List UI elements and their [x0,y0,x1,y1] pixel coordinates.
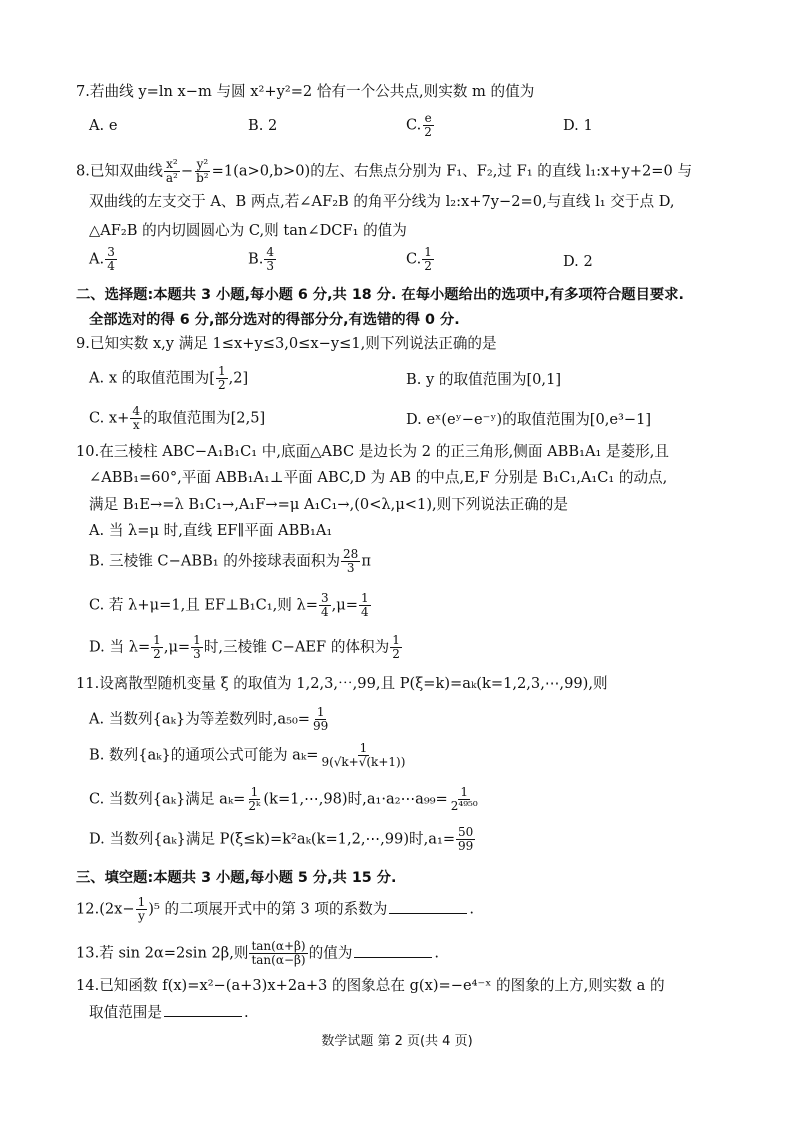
q14-line1: 14.已知函数 f(x)=x²−(a+3)x+2a+3 的图象总在 g(x)=−e⁴⁻ˣ 的图象的上方,则实数 a 的 [76,977,665,994]
q8-option-d: D. 2 [563,253,593,270]
q10-line1: 10.在三棱柱 ABC−A₁B₁C₁ 中,底面△ABC 是边长为 2 的正三角形,侧面 ABB₁A₁ 是菱形,且 [76,443,670,460]
q14-line2: 取值范围是 . [89,1004,249,1021]
q11-option-b: B. 数列{aₖ}的通项公式可能为 aₖ= $\frac{1}{9(√k+√(k+1))}$ [89,741,406,769]
q10-line2: ∠ABB₁=60°,平面 ABB₁A₁⊥平面 ABC,D 为 AB 的中点,E,F 分别是 B₁C₁,A₁C₁ 的动点, [89,469,668,486]
q9-option-d: D. eˣ(eʸ−e⁻ʸ)的取值范围为[0,e³−1] [406,411,652,428]
q10-option-a: A. 当 λ=μ 时,直线 EF∥平面 ABB₁A₁ [89,522,333,539]
q8-line3: △AF₂B 的内切圆圆心为 C,则 tan∠DCF₁ 的值为 [89,222,407,239]
q7-option-c: C. $\frac{e}{2}$ [406,111,432,139]
q7-option-b: B. 2 [248,117,278,134]
fraction: $\frac{e}{2}$ [424,111,432,139]
answer-blank [354,943,432,958]
q7-option-d: D. 1 [563,117,593,134]
q8-option-a: A. $\frac{3}{4}$ [89,245,115,273]
q11-option-c: C. 当数列{aₖ}满足 aₖ= $\frac{1}{\text{2ᵏ}}$ (k=1,⋯,98)时,a₁·a₂⋯a₉₉= $\frac{1}{\text{2⁴⁹⁵⁰}}$ [89,785,478,813]
q10-option-b: B. 三棱锥 C−ABB₁ 的外接球表面积为 $\frac{28}{3}$ π [89,547,371,575]
q10-option-c: C. 若 λ+μ=1,且 EF⊥B₁C₁,则 λ= $\frac{3}{4}$ ,μ= $\frac{1}{4}$ [89,591,369,619]
q11-stem: 11.设离散型随机变量 ξ 的取值为 1,2,3,⋯,99,且 P(ξ=k)=aₖ(k=1,2,3,⋯,99),则 [76,675,608,692]
answer-blank [164,1002,242,1017]
section2-heading: 二、选择题:本题共 3 小题,每小题 6 分,共 18 分. 在每小题给出的选项中,有多项符合题目要求. [76,287,684,303]
q9-option-b: B. y 的取值范围为[0,1] [406,371,562,388]
section3-heading: 三、填空题:本题共 3 小题,每小题 5 分,共 15 分. [76,870,397,886]
q8-line2: 双曲线的左支交于 A、B 两点,若∠AF₂B 的角平分线为 l₂:x+7y−2=0,与直线 l₁ 交于点 D, [89,193,675,210]
section2-instructions: 全部选对的得 6 分,部分选对的得部分分,有选错的得 0 分. [89,312,460,328]
q9-option-c: C. x+ $\frac{4}{x}$ 的取值范围为[2,5] [89,404,266,432]
q8-option-b: B. $\frac{4}{3}$ [248,245,275,273]
q11-option-a: A. 当数列{aₖ}为等差数列时,a₅₀= $\frac{1}{99}$ [89,705,329,733]
q9-stem: 9.已知实数 x,y 满足 1≤x+y≤3,0≤x−y≤1,则下列说法正确的是 [76,335,497,352]
q12: 12.(2x− $\frac{1}{y}$ )⁵ 的二项展开式中的第 3 项的系数为 . [76,895,474,923]
fraction: $\frac{\text{x²}}{\text{a²}}$ [165,157,178,185]
q7-option-a: A. e [89,117,118,134]
answer-blank [389,899,467,914]
q10-option-d: D. 当 λ= $\frac{1}{2}$ ,μ= $\frac{1}{3}$ 时,三棱锥 C−AEF 的体积为 $\frac{1}{2}$ [89,633,400,661]
page-footer: 数学试题 第 2 页(共 4 页) [321,1034,473,1049]
q8-line1: 8.已知双曲线 $\frac{\text{x²}}{\text{a²}}$ − $\frac{\text{y²}}{\text{b²}}$ =1(a>0,b>0)的左、右焦点分别为 F₁、F₂,过 F₁ 的直线 l₁:x+y+2=0 与 [76,157,693,185]
q13: 13.若 sin 2α=2sin 2β,则 $\frac{\tan(\alpha+\beta)}{\tan(\alpha-\beta)}$ 的值为 . [76,939,440,967]
q7-stem: 7.若曲线 y=ln x−m 与圆 x²+y²=2 恰有一个公共点,则实数 m 的值为 [76,83,535,100]
q11-option-d: D. 当数列{aₖ}满足 P(ξ≤k)=k²aₖ(k=1,2,⋯,99)时,a₁= $\frac{50}{99}$ [89,825,474,853]
q10-line3: 满足 B₁E→=λ B₁C₁→,A₁F→=μ A₁C₁→,(0<λ,μ<1),则下列说法正确的是 [89,496,568,513]
fraction: $\frac{\text{y²}}{\text{b²}}$ [196,157,209,185]
q9-option-a: A. x 的取值范围为[ $\frac{1}{2}$ ,2] [89,364,249,392]
q8-option-c: C. $\frac{1}{2}$ [406,245,432,273]
